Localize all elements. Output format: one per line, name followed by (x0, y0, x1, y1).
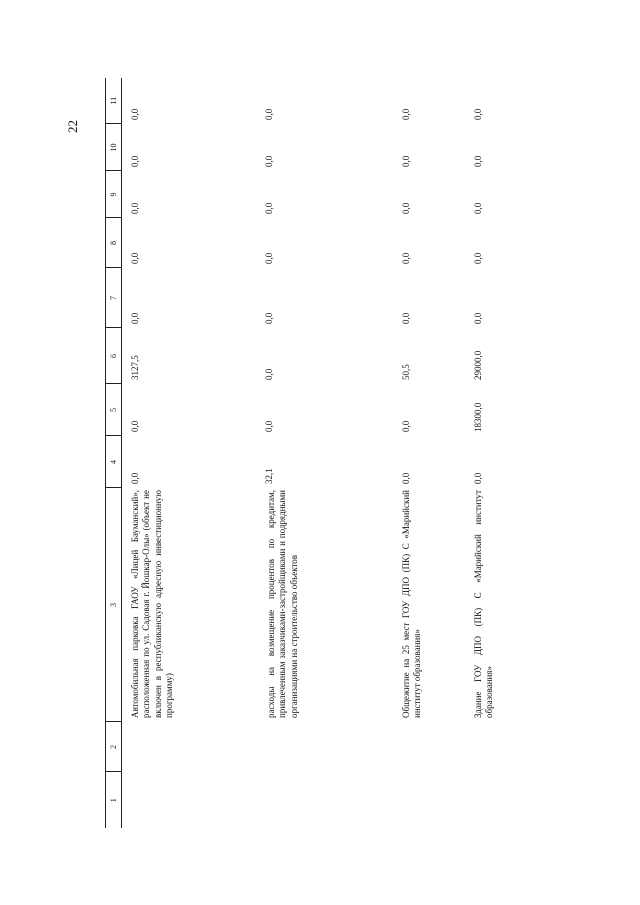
value-cell: 0,0 (130, 420, 140, 432)
value-cell: 0,0 (401, 108, 411, 120)
value-cell: 0,0 (130, 155, 140, 167)
value-cell: 0,0 (401, 155, 411, 167)
cell-col-2 (256, 722, 393, 772)
value-cell: 0,0 (401, 202, 411, 214)
value-cell: 0,0 (130, 202, 140, 214)
table-row (393, 78, 465, 828)
value-cell: 0,0 (473, 312, 483, 324)
column-number: 11 (106, 78, 122, 124)
table-header (106, 78, 122, 828)
cell-col-2 (122, 722, 257, 772)
value-cell: 0,0 (130, 312, 140, 324)
value-cell: 0,0 (473, 252, 483, 264)
value-cell: 0,0 (473, 202, 483, 214)
page-number: 22 (65, 120, 80, 133)
value-cell: 0,0 (130, 252, 140, 264)
column-number: 6 (106, 328, 122, 384)
value-cell: 0,0 (473, 472, 483, 484)
column-number: 1 (106, 772, 122, 828)
object-name: расходы на возмещение процентов по кредитам, привлеченным заказчиками-застройщиками и подрядными организациями на строительство объектов (266, 490, 299, 718)
cell-col-1 (122, 772, 257, 828)
value-cell: 0,0 (401, 472, 411, 484)
value-cell: 0,0 (130, 472, 140, 484)
column-number-row (106, 78, 122, 828)
value-cell: 3127,5 (130, 355, 140, 380)
value-cell: 50,5 (401, 364, 411, 380)
value-cell: 0,0 (401, 420, 411, 432)
value-cell: 0,0 (130, 108, 140, 120)
value-cell: 0,0 (264, 312, 274, 324)
cell-col-1 (393, 772, 465, 828)
budget-table (105, 78, 534, 828)
table-body (122, 78, 535, 828)
object-name: Автомобильная парковка ГАОУ «Лицей Бауманский», расположенная по ул. Садовая г. Йошкар-Олы» (объект не включен в республиканскую адресную инвестиционную программу) (130, 490, 174, 718)
column-number: 9 (106, 171, 122, 218)
rotated-page (59, 63, 589, 843)
cell-col-1 (256, 772, 393, 828)
value-cell: 0,0 (264, 368, 274, 380)
cell-col-2 (393, 722, 465, 772)
value-cell: 0,0 (473, 108, 483, 120)
value-cell: 0,0 (401, 252, 411, 264)
cell-col-1 (465, 772, 534, 828)
value-cell: 29000,0 (473, 350, 483, 380)
column-number: 3 (106, 488, 122, 722)
value-cell: 0,0 (264, 202, 274, 214)
value-cell: 32,1 (264, 468, 274, 484)
table-row (256, 78, 393, 828)
column-number: 8 (106, 218, 122, 268)
value-cell: 0,0 (264, 155, 274, 167)
column-number: 4 (106, 436, 122, 488)
column-number: 7 (106, 268, 122, 328)
cell-col-2 (465, 722, 534, 772)
table-row (122, 78, 257, 828)
column-number: 5 (106, 384, 122, 436)
value-cell: 0,0 (264, 420, 274, 432)
value-cell: 0,0 (264, 252, 274, 264)
value-cell: 0,0 (473, 155, 483, 167)
value-cell: 0,0 (401, 312, 411, 324)
table-row (465, 78, 534, 828)
column-number: 2 (106, 722, 122, 772)
object-name: Здание ГОУ ДПО (ПК) С «Марийский институт образования» (473, 490, 495, 718)
object-name: Общежитие на 25 мест ГОУ ДПО (ПК) С «Марийский институт образования» (401, 490, 423, 718)
value-cell: 0,0 (264, 108, 274, 120)
value-cell: 18300,0 (473, 402, 483, 432)
column-number: 10 (106, 124, 122, 171)
